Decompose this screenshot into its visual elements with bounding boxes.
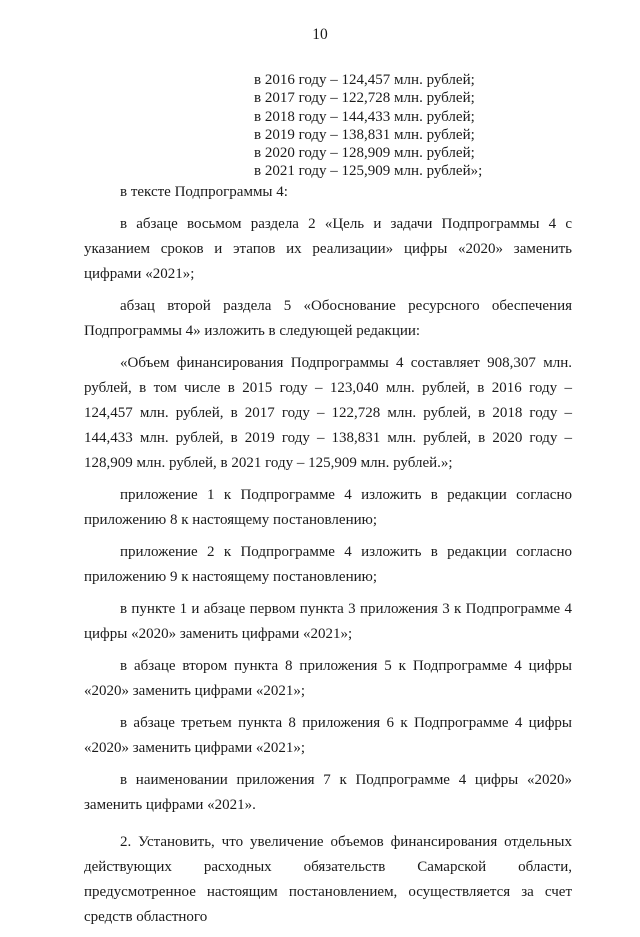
paragraph-appendix-3: в пункте 1 и абзаце первом пункта 3 приложения 3 к Подпрограмме 4 цифры «2020» заменить цифрами «2021»; bbox=[84, 601, 572, 642]
amounts-list bbox=[254, 71, 482, 181]
paragraph-clause-2: 2. Установить, что увеличение объемов финансирования отдельных действующих расходных обязательств Самарской области, предусмотренное настоящим постановлением, осуществляется за счет средств областного bbox=[84, 834, 572, 925]
amount-line-2017: в 2017 году – 122,728 млн. рублей; bbox=[254, 90, 475, 107]
amount-line-2020: в 2020 году – 128,909 млн. рублей; bbox=[254, 145, 475, 162]
amount-line-2021: в 2021 году – 125,909 млн. рублей»; bbox=[254, 163, 483, 180]
paragraph-appendix-5: в абзаце втором пункта 8 приложения 5 к Подпрограмме 4 цифры «2020» заменить цифрами «2021»; bbox=[84, 658, 572, 699]
paragraph-funding-volume: «Объем финансирования Подпрограммы 4 составляет 908,307 млн. рублей, в том числе в 2015 году – 123,040 млн. рублей, в 2016 году – 124,457 млн. рублей, в 2017 году – 122,728 млн. рублей, в 2018 году – 144,433 млн. рублей, в 2019 году – 138,831 млн. рублей, в 2020 году – 128,909 млн. рублей, в 2021 году – 125,909 млн. рублей.»; bbox=[84, 355, 572, 471]
paragraph-appendix-7: в наименовании приложения 7 к Подпрограмме 4 цифры «2020» заменить цифрами «2021». bbox=[84, 772, 572, 813]
document-body bbox=[84, 180, 572, 937]
paragraph-appendix-2: приложение 2 к Подпрограмме 4 изложить в редакции согласно приложению 9 к настоящему постановлению; bbox=[84, 544, 572, 585]
amount-line-2016: в 2016 году – 124,457 млн. рублей; bbox=[254, 72, 475, 88]
amount-line-2018: в 2018 году – 144,433 млн. рублей; bbox=[254, 108, 475, 125]
paragraph-section-2: в абзаце восьмом раздела 2 «Цель и задачи Подпрограммы 4 с указанием сроков и этапов их реализации» цифры «2020» заменить цифрами «2021»; bbox=[84, 216, 572, 282]
paragraph-section-5: абзац второй раздела 5 «Обоснование ресурсного обеспечения Подпрограммы 4» изложить в следующей редакции: bbox=[84, 298, 572, 339]
paragraph-subprogram-intro: в тексте Подпрограммы 4: bbox=[120, 184, 288, 200]
paragraph-appendix-6: в абзаце третьем пункта 8 приложения 6 к Подпрограмме 4 цифры «2020» заменить цифрами «2021»; bbox=[84, 715, 572, 756]
page-number: 10 bbox=[312, 26, 328, 43]
paragraph-appendix-1: приложение 1 к Подпрограмме 4 изложить в редакции согласно приложению 8 к настоящему постановлению; bbox=[84, 487, 572, 528]
amount-line-2019: в 2019 году – 138,831 млн. рублей; bbox=[254, 126, 475, 143]
